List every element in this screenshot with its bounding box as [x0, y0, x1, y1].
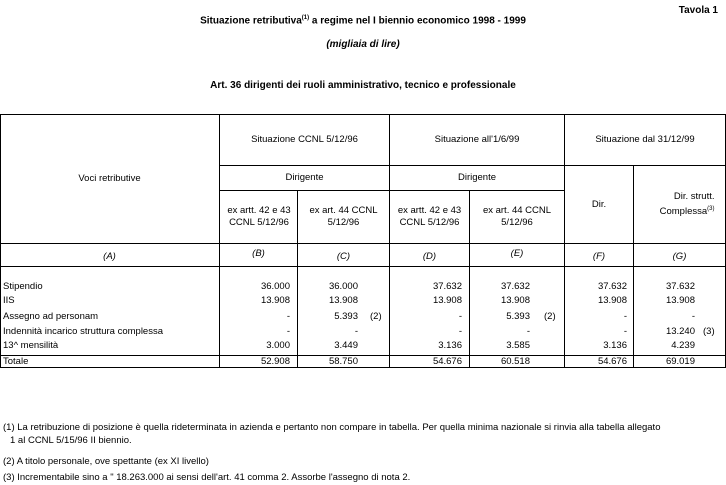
cell-f: 3.136: [603, 340, 627, 351]
total-e: 60.518: [500, 356, 530, 367]
title-rest: a regime nel I biennio economico 1998 - 1999: [309, 15, 526, 27]
dir-header: Dir.: [591, 198, 607, 210]
cell-d: 37.632: [432, 281, 462, 292]
footnote-1: (1) La retribuzione di posizione è quella rideterminata in azienda e pertanto non compare in tabella. Per quella minima nazionale si rinvia alla tabella allegato: [3, 422, 661, 433]
title-footnote-ref: (1): [301, 15, 310, 21]
dir-strutt-footnote-ref: (3): [707, 205, 715, 212]
cell-e: 5.393: [506, 311, 530, 322]
cell-b: -: [286, 326, 290, 337]
total-f: 54.676: [597, 356, 627, 367]
note-ref: (3): [703, 326, 715, 337]
group-header-dec99: Situazione dal 31/12/99: [595, 134, 695, 145]
row-label: 13^ mensilità: [3, 340, 59, 351]
cell-b: 3.000: [266, 340, 290, 351]
title-main: Situazione retributiva: [200, 15, 302, 27]
tavola-label: Tavola 1: [678, 5, 718, 16]
cell-f: 13.908: [597, 295, 627, 306]
cell-g: -: [691, 311, 695, 322]
total-c: 58.750: [328, 356, 358, 367]
cell-d: -: [458, 311, 462, 322]
cell-g: 4.239: [671, 340, 695, 351]
col-label-g: (G): [672, 251, 687, 262]
col-label-d: (D): [422, 251, 437, 262]
col-label-f: (F): [592, 251, 606, 262]
table-bottom-border: [0, 367, 726, 368]
cell-d: -: [458, 326, 462, 337]
cell-f: 37.632: [597, 281, 627, 292]
subheader-e: ex art. 44 CCNL 5/12/96: [482, 205, 552, 228]
grid-line: [0, 266, 726, 267]
total-g: 69.019: [665, 356, 695, 367]
row-label: Assegno ad personam: [3, 311, 99, 322]
col-label-e: (E): [510, 248, 524, 259]
cell-d: 13.908: [432, 295, 462, 306]
cell-e: 37.632: [500, 281, 530, 292]
cell-c: 13.908: [328, 295, 358, 306]
group-header-june99: Situazione all'1/6/99: [434, 134, 520, 145]
subheader-d: ex artt. 42 e 43 CCNL 5/12/96: [397, 205, 462, 228]
table-heading: Art. 36 dirigenti dei ruoli amministrativo, tecnico e professionale: [210, 80, 516, 91]
group-header-ccnl: Situazione CCNL 5/12/96: [251, 134, 358, 145]
cell-g: 13.240: [665, 326, 695, 337]
footnote-1-cont: 1 al CCNL 5/15/96 II biennio.: [10, 435, 132, 446]
page-subtitle: (migliaia di lire): [326, 39, 400, 50]
cell-b: 13.908: [260, 295, 290, 306]
note-ref: (2): [370, 311, 382, 322]
row-label: IIS: [3, 295, 15, 306]
cell-d: 3.136: [438, 340, 462, 351]
cell-e: 13.908: [500, 295, 530, 306]
footnote-2: (2) A titolo personale, ove spettante (ex XI livello): [3, 456, 209, 467]
cell-b: 36.000: [260, 281, 290, 292]
voci-header: Voci retributive: [78, 173, 141, 184]
dirigente-header: Dirigente: [457, 172, 497, 183]
dir-strutt-label: Dir. strutt. Complessa: [659, 190, 715, 218]
col-label-a: (A): [103, 251, 116, 262]
cell-c: 5.393: [334, 311, 358, 322]
subheader-c: ex art. 44 CCNL 5/12/96: [309, 205, 378, 228]
dirigente-header: Dirigente: [285, 172, 324, 183]
total-d: 54.676: [432, 356, 462, 367]
cell-e: -: [526, 326, 530, 337]
cell-g: 13.908: [665, 295, 695, 306]
total-label: Totale: [3, 356, 29, 367]
row-label: Stipendio: [3, 281, 43, 292]
cell-e: 3.585: [506, 340, 530, 351]
row-label: Indennità incarico struttura complessa: [3, 326, 163, 337]
cell-g: 37.632: [665, 281, 695, 292]
col-label-b: (B): [252, 248, 265, 259]
note-ref: (2): [544, 311, 556, 322]
cell-c: 3.449: [334, 340, 358, 351]
cell-f: -: [623, 326, 627, 337]
footnote-3: (3) Incrementabile sino a " 18.263.000 ai sensi dell'art. 41 comma 2. Assorbe l'assegno di nota 2.: [3, 472, 411, 483]
total-b: 52.908: [260, 356, 290, 367]
cell-c: 36.000: [328, 281, 358, 292]
page-title: [0, 15, 726, 26]
cell-b: -: [286, 311, 290, 322]
col-label-c: (C): [336, 251, 351, 262]
cell-c: -: [354, 326, 358, 337]
cell-f: -: [623, 311, 627, 322]
dir-strutt-header: [634, 166, 725, 243]
subheader-b: ex artt. 42 e 43 CCNL 5/12/96: [227, 205, 291, 228]
grid-line: [0, 243, 726, 244]
